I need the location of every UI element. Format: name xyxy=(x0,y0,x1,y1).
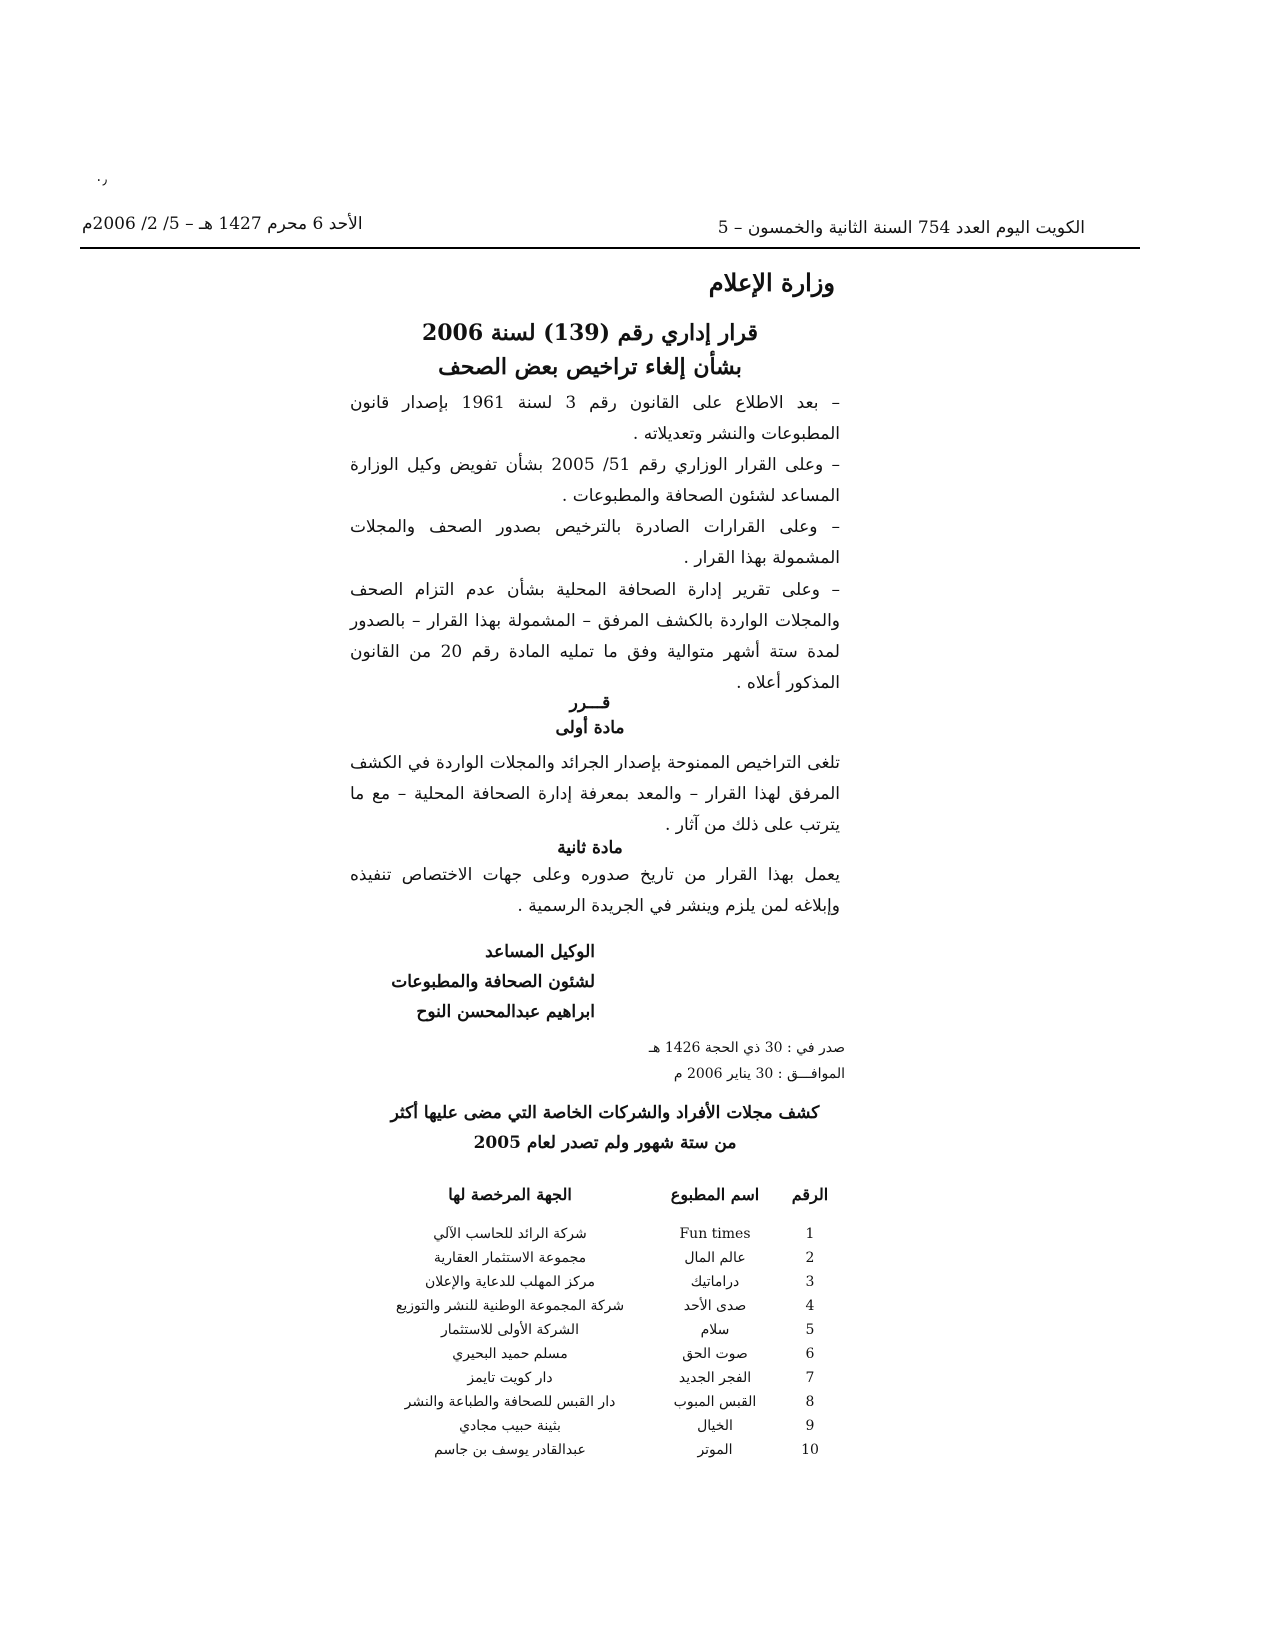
row-num: 3 xyxy=(805,1274,815,1290)
row-num: 5 xyxy=(805,1322,815,1338)
table-row xyxy=(365,1222,845,1246)
row-name: القبس المبوب xyxy=(673,1394,757,1410)
row-num: 2 xyxy=(805,1250,815,1266)
row-num: 6 xyxy=(805,1346,815,1362)
article1-text: تلغى التراخيص الممنوحة بإصدار الجرائد والمجلات الواردة في الكشف المرفق لهذا القرار – والمعد بمعرفة إدارة الصحافة المحلية – مع ما يترتب على ذلك من آثار . xyxy=(350,753,840,835)
row-name: الخيال xyxy=(697,1418,733,1434)
row-name: صدى الأحد xyxy=(683,1298,747,1314)
row-name: صوت الحق xyxy=(682,1346,748,1362)
header-issue-info: الكويت اليوم العدد 754 السنة الثانية والخمسون – 5 xyxy=(717,218,1085,238)
row-num: 10 xyxy=(801,1442,819,1458)
row-owner: دار كويت تايمز xyxy=(467,1370,553,1386)
table-row xyxy=(365,1294,845,1318)
signature-title: الوكيل المساعد xyxy=(485,942,595,962)
row-owner: شركة الرائد للحاسب الآلي xyxy=(433,1226,587,1242)
row-name: الموتر xyxy=(697,1442,733,1458)
issued-gregorian: الموافـــق : 30 يناير 2006 م xyxy=(673,1066,845,1082)
decided-heading: قـــرر xyxy=(569,693,611,713)
row-num: 4 xyxy=(805,1298,815,1314)
table-row xyxy=(365,1390,845,1414)
row-name: عالم المال xyxy=(684,1250,746,1266)
row-owner: مركز المهلب للدعاية والإعلان xyxy=(425,1274,595,1290)
signature-department: لشئون الصحافة والمطبوعات xyxy=(391,972,595,992)
table-row xyxy=(365,1414,845,1438)
row-owner: بثينة حبيب مجادي xyxy=(459,1418,561,1434)
article2-text: يعمل بهذا القرار من تاريخ صدوره وعلى جهات الاختصاص تنفيذه وإبلاغه لمن يلزم وينشر في الجريدة الرسمية . xyxy=(350,865,840,916)
row-name: الفجر الجديد xyxy=(678,1370,752,1386)
row-owner: مجموعة الاستثمار العقارية xyxy=(433,1250,587,1266)
preamble-2: – وعلى القرار الوزاري رقم 51/ 2005 بشأن تفويض وكيل الوزارة المساعد لشئون الصحافة والمطبوعات . xyxy=(350,455,840,506)
header-owner: الجهة المرخصة لها xyxy=(448,1185,572,1204)
row-name: Fun times xyxy=(679,1226,751,1242)
article1-title: مادة أولى xyxy=(555,718,625,738)
row-owner: مسلم حميد البحيري xyxy=(452,1346,568,1362)
table-header-row xyxy=(365,1185,845,1222)
table-row xyxy=(365,1342,845,1366)
decision-subtitle: بشأن إلغاء تراخيص بعض الصحف xyxy=(438,354,742,380)
preamble-1: – بعد الاطلاع على القانون رقم 3 لسنة 1961 بإصدار قانون المطبوعات والنشر وتعديلاته . xyxy=(350,393,840,444)
preamble-4: – وعلى تقرير إدارة الصحافة المحلية بشأن عدم التزام الصحف والمجلات الواردة بالكشف المرفق – المشمولة بهذا القرار – بالصدور لمدة ستة أشهر متوالية وفق ما تمليه المادة رقم 20 من القانون المذكور أعلاه . xyxy=(350,580,840,693)
header-date: الأحد 6 محرم 1427 هـ – 5/ 2/ 2006م xyxy=(82,214,363,234)
row-owner: عبدالقادر يوسف بن جاسم xyxy=(434,1442,586,1458)
register-table xyxy=(365,1185,845,1462)
row-name: دراماتيك xyxy=(690,1274,740,1290)
list-title-line2: من ستة شهور ولم تصدر لعام 2005 xyxy=(473,1133,737,1153)
decision-title: قرار إداري رقم (139) لسنة 2006 xyxy=(421,320,759,346)
preamble-3: – وعلى القرارات الصادرة بالترخيص بصدور الصحف والمجلات المشمولة بهذا القرار . xyxy=(350,517,840,568)
row-owner: شركة المجموعة الوطنية للنشر والتوزيع xyxy=(395,1298,625,1314)
signature-name: ابراهيم عبدالمحسن النوح xyxy=(416,1002,595,1022)
row-num: 8 xyxy=(805,1394,815,1410)
issued-hijri: صدر في : 30 ذي الحجة 1426 هـ xyxy=(648,1040,845,1056)
article2-title: مادة ثانية xyxy=(557,838,623,858)
row-name: سلام xyxy=(700,1322,730,1338)
table-row xyxy=(365,1366,845,1390)
row-num: 1 xyxy=(805,1226,815,1242)
table-row xyxy=(365,1438,845,1462)
ministry-name: وزارة الإعلام xyxy=(708,268,835,297)
table-row xyxy=(365,1318,845,1342)
header-name: اسم المطبوع xyxy=(670,1185,760,1204)
table-row xyxy=(365,1270,845,1294)
row-num: 7 xyxy=(805,1370,815,1386)
header-rule xyxy=(80,247,1140,249)
stray-mark: ٠٫ xyxy=(95,172,108,188)
list-title-line1: كشف مجلات الأفراد والشركات الخاصة التي مضى عليها أكثر xyxy=(390,1103,820,1123)
row-owner: الشركة الأولى للاستثمار xyxy=(441,1322,579,1338)
row-owner: دار القبس للصحافة والطباعة والنشر xyxy=(404,1394,616,1410)
header-num: الرقم xyxy=(791,1185,829,1204)
table-row xyxy=(365,1246,845,1270)
row-num: 9 xyxy=(805,1418,815,1434)
